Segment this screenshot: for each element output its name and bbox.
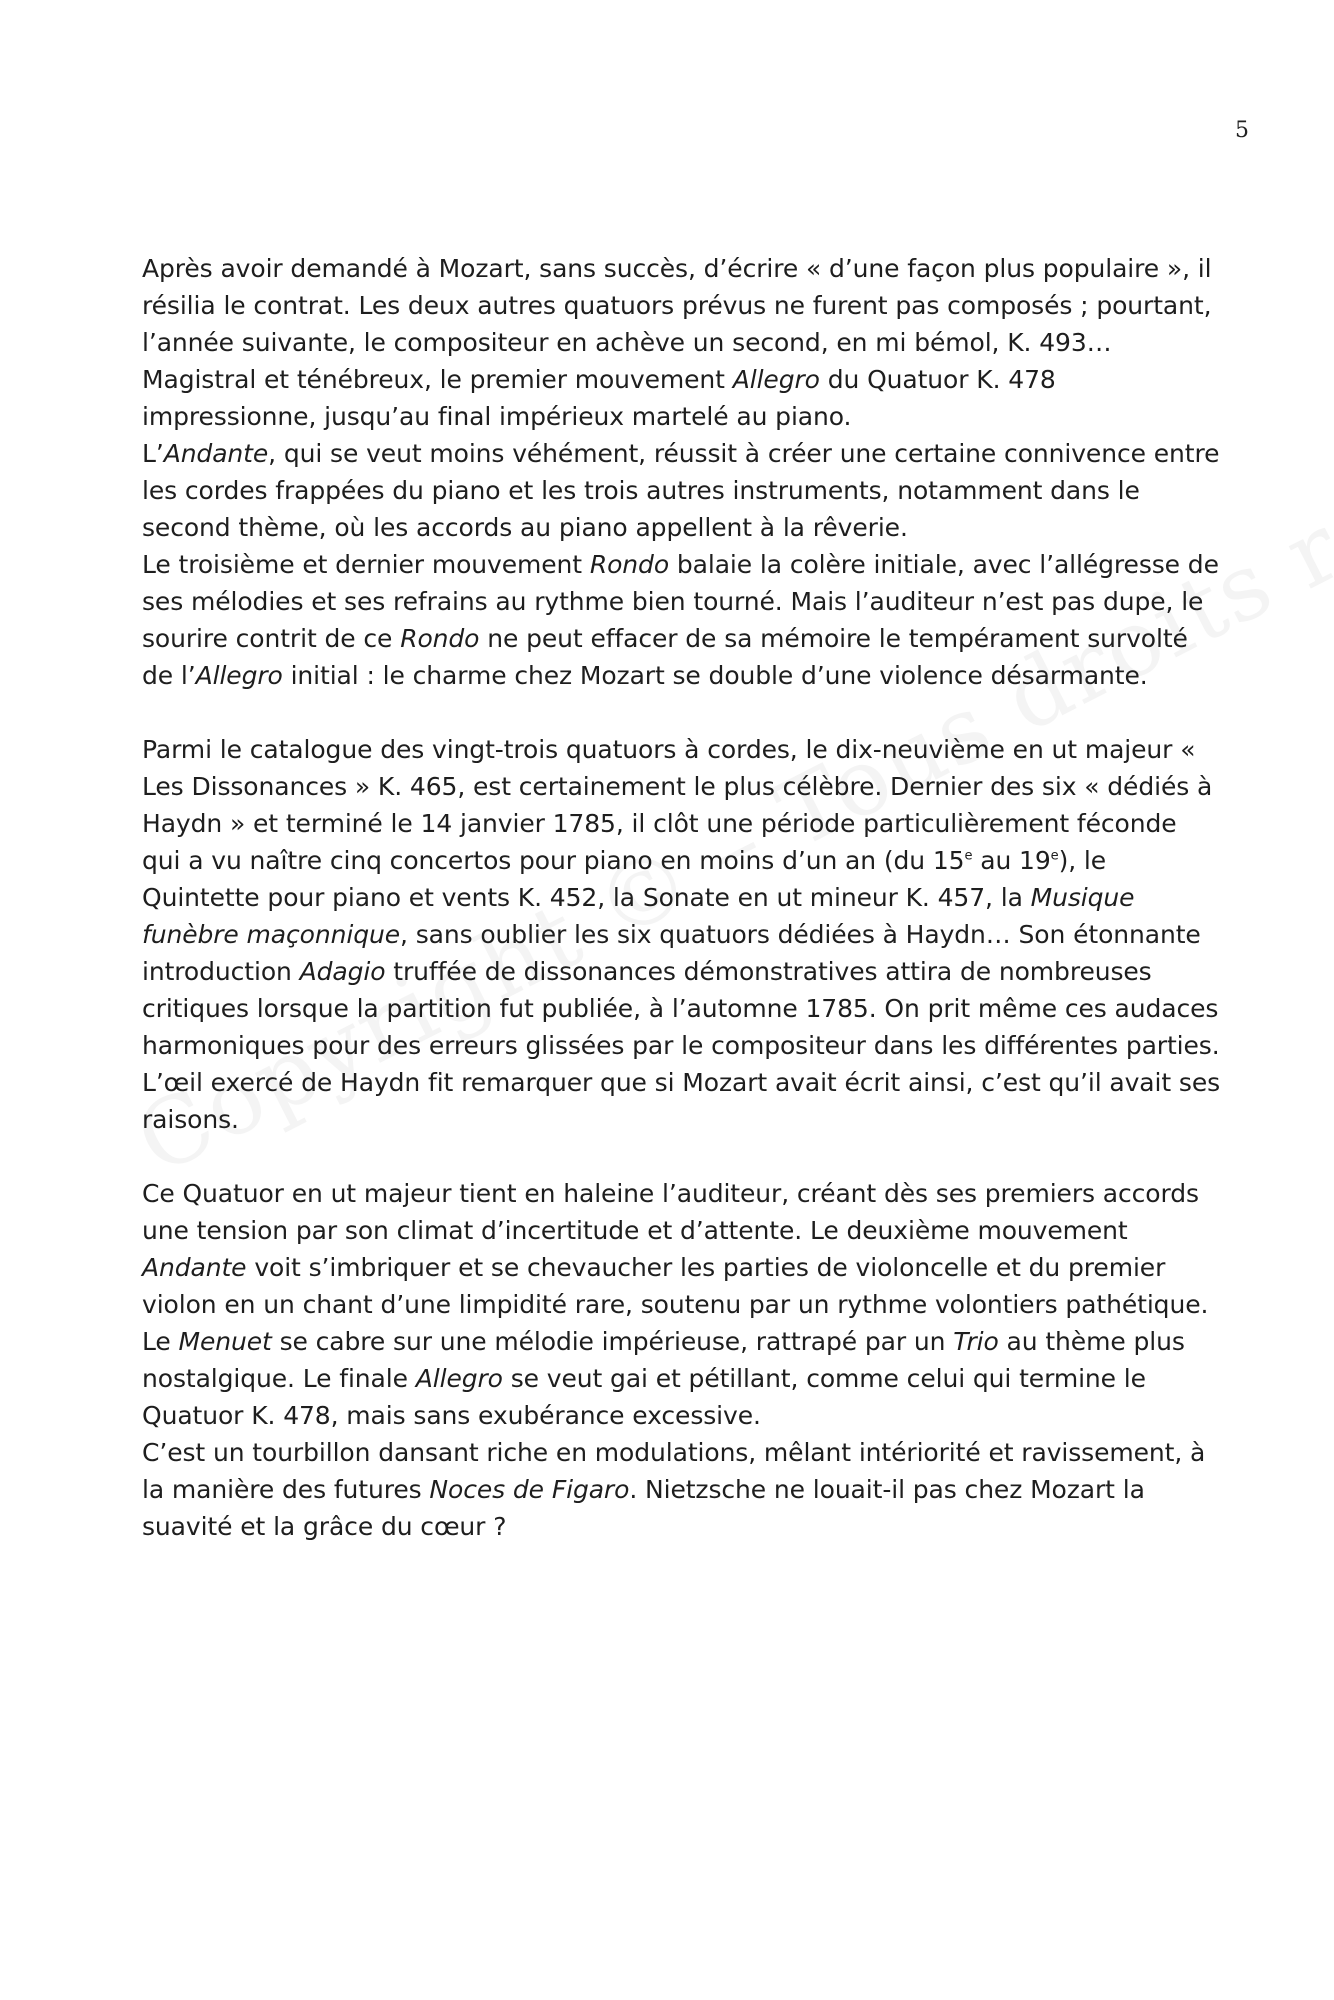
- paragraph-3: [142, 1175, 1222, 1545]
- text-run: Après avoir demandé à Mozart, sans succès, d’écrire « d’une façon plus populaire », il résilia le contrat. Les deux autres quatuors prévus ne furent pas composés ; pourtant, l’année suivante, le compositeur en achève un second, en mi bémol, K. 493… Magistral et ténébreux, le premier mouvement: [142, 254, 1212, 394]
- text-run: , sans oublier les six quatuors dédiées à Haydn… Son étonnante introduction: [142, 920, 1201, 986]
- italic-title: Trio: [953, 1327, 999, 1356]
- italic-title: Allegro: [195, 661, 283, 690]
- italic-title: Allegro: [732, 365, 820, 394]
- page-number: 5: [1235, 118, 1249, 143]
- italic-title: Andante: [163, 439, 269, 468]
- text-run: Le troisième et dernier mouvement: [142, 550, 590, 579]
- superscript: e: [1050, 848, 1059, 864]
- text-run: se cabre sur une mélodie impérieuse, rattrapé par un: [271, 1327, 954, 1356]
- text-run: du Quatuor K. 478 impressionne, jusqu’au final impérieux martelé au piano.: [142, 365, 1056, 431]
- text-run: ne peut effacer de sa mémoire le tempérament survolté de l’: [142, 624, 1188, 690]
- text-run: initial : le charme chez Mozart se double d’une violence désarmante.: [282, 661, 1148, 690]
- text-run: C’est un tourbillon dansant riche en modulations, mêlant intériorité et ravissement, à la manière des futures: [142, 1438, 1206, 1504]
- italic-title: Noces de Figaro: [429, 1475, 630, 1504]
- superscript: e: [964, 848, 973, 864]
- text-run: truffée de dissonances démonstratives attira de nombreuses critiques lorsque la partition fut publiée, à l’automne 1785. On prit même ces audaces harmoniques pour des erreurs glissées par le compositeur dans les différentes parties. L’œil exercé de Haydn fit remarquer que si Mozart avait écrit ainsi, c’est qu’il avait ses raisons.: [142, 957, 1221, 1134]
- text-run: ), le Quintette pour piano et vents K. 452, la Sonate en ut mineur K. 457, la: [142, 846, 1107, 912]
- text-run: balaie la colère initiale, avec l’allégresse de ses mélodies et ses refrains au rythme bien tourné. Mais l’auditeur n’est pas dupe, le sourire contrit de ce: [142, 550, 1219, 653]
- paragraph-2: [142, 731, 1222, 1138]
- paragraph-1: [142, 250, 1222, 694]
- text-run: , qui se veut moins véhément, réussit à créer une certaine connivence entre les cordes frappées du piano et les trois autres instruments, notamment dans le second thème, où les accords au piano appellent à la rêverie.: [142, 439, 1220, 542]
- text-run: . Nietzsche ne louait-il pas chez Mozart la suavité et la grâce du cœur ?: [142, 1475, 1145, 1541]
- italic-title: Andante: [142, 1253, 247, 1282]
- italic-title: Musique funèbre maçonnique: [142, 883, 1135, 949]
- text-run: L’: [142, 439, 164, 468]
- italic-title: Adagio: [299, 957, 386, 986]
- text-run: au 19: [972, 846, 1051, 875]
- italic-title: Menuet: [178, 1327, 272, 1356]
- text-run: se veut gai et pétillant, comme celui qui termine le Quatuor K. 478, mais sans exubérance excessive.: [142, 1364, 1146, 1430]
- text-run: voit s’imbriquer et se chevaucher les parties de violoncelle et du premier violon en un chant d’une limpidité rare, soutenu par un rythme volontiers pathétique. Le: [142, 1253, 1209, 1356]
- text-run: au thème plus nostalgique. Le finale: [142, 1327, 1185, 1393]
- text-run: Ce Quatuor en ut majeur tient en haleine l’auditeur, créant dès ses premiers accords une tension par son climat d’incertitude et d’attente. Le deuxième mouvement: [142, 1179, 1199, 1245]
- italic-title: Rondo: [400, 624, 480, 653]
- italic-title: Rondo: [589, 550, 670, 579]
- body-text: [142, 250, 1222, 1582]
- italic-title: Allegro: [415, 1364, 503, 1393]
- text-run: Parmi le catalogue des vingt-trois quatuors à cordes, le dix-neuvième en ut majeur « Les Dissonances » K. 465, est certainement le plus célèbre. Dernier des six « dédiés à Haydn » et terminé le 14 janvier 1785, il clôt une période particulièrement féconde qui a vu naître cinq concertos pour piano en moins d’un an (du 15: [142, 735, 1213, 875]
